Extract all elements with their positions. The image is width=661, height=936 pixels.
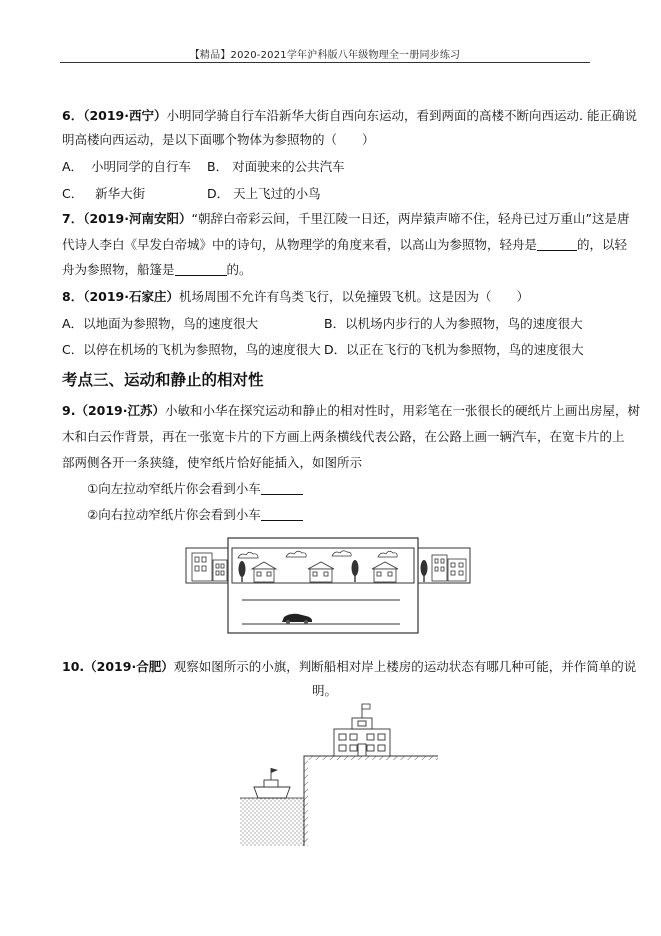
q10-line-2: 明。: [312, 683, 338, 698]
q8-line-1: [62, 288, 602, 306]
q6-option-b: [207, 157, 345, 175]
q7-line-1: [62, 210, 630, 228]
q6-line-1: [62, 107, 637, 125]
q10-line-1: [62, 658, 637, 676]
q6-option-a-text: 小明同学的自行车: [91, 159, 192, 174]
q6-option-c-text: 新华大街: [95, 186, 146, 201]
q9-text-1: 小敏和小华在探究运动和静止的相对性时，用彩笔在一张很长的硬纸片上画出房屋，树: [165, 403, 641, 418]
q8-option-c: [62, 340, 321, 358]
q7-text-3b: 的。: [226, 262, 252, 277]
q9-number: 9.: [62, 403, 76, 418]
q7-line-3: [62, 261, 602, 279]
q8-text-1: 机场周围不允许有鸟类飞行，以免撞毁飞机。这是因为（ ）: [179, 289, 530, 304]
q7-source: （2019·河南安阳）: [83, 211, 192, 226]
q6-line-2: 明高楼向西运动，是以下面哪个物体为参照物的（ ）: [62, 132, 375, 147]
q6-option-d-text: 天上飞过的小鸟: [233, 186, 321, 201]
q8-option-c-text: 以停在机场的飞机为参照物，鸟的速度很大: [83, 342, 321, 357]
q8-option-d-text: 以正在飞行的飞机为参照物，鸟的速度很大: [346, 342, 584, 357]
q8-option-a-text: 以地面为参照物，鸟的速度很大: [83, 316, 259, 331]
q6-number: 6．: [62, 108, 84, 123]
q6-source: （2019·西宁）: [83, 108, 167, 123]
q7-blank-2[interactable]: [175, 263, 227, 276]
page-header: 【精品】2020-2021学年沪科版八年级物理全一册同步练习: [189, 50, 461, 61]
building-flag-icon: [362, 704, 370, 709]
q6-option-a: [62, 157, 191, 175]
q8-number: 8．: [62, 289, 84, 304]
q9-blank-2[interactable]: [261, 508, 303, 521]
q6-option-c: [62, 184, 145, 202]
q9-line-3: 部两侧各开一条狭缝，使窄纸片恰好能插入，如图所示: [62, 455, 363, 470]
q6-option-d-label: D．: [207, 186, 230, 201]
q9-figure-card-and-strip: [182, 536, 474, 638]
q7-number: 7．: [62, 211, 84, 226]
q8-option-d-label: D．: [324, 342, 347, 357]
q8-option-d: [324, 340, 584, 358]
q6-option-b-text: 对面驶来的公共汽车: [232, 159, 345, 174]
q9-line-2: 木和白云作背景，再在一张宽卡片的下方画上两条横线代表公路，在公路上画一辆汽车，在宽卡片的上: [62, 429, 625, 444]
q8-option-b-label: B．: [324, 316, 346, 331]
bank-outline: [304, 756, 438, 846]
q8-option-c-label: C．: [62, 342, 84, 357]
q9-source: （2019·江苏）: [75, 403, 165, 418]
q6-option-d: [207, 184, 321, 202]
q8-source: （2019·石家庄）: [83, 289, 179, 304]
water-area: [240, 798, 304, 846]
q7-text-1: “朝辞白帝彩云间，千里江陵一日还，两岸猿声啼不住，轻舟已过万重山”这是唐: [191, 211, 630, 226]
q10-figure-boat-and-building: [234, 700, 444, 850]
q8-option-a-label: A．: [62, 316, 84, 331]
q6-text-1: 小明同学骑自行车沿新华大街自西向东运动，看到两面的高楼不断向西运动. 能正确说: [166, 108, 637, 123]
q7-blank-1[interactable]: [537, 238, 577, 251]
q9-blank-1[interactable]: [261, 482, 303, 495]
bank-hatch: [304, 760, 308, 846]
q7-text-3a: 舟为参照物，船篷是: [62, 262, 175, 277]
building-icon-right: [432, 555, 466, 581]
q7-text-2a: 代诗人李白《早发白帝城》中的诗句，从物理学的角度来看，以高山为参照物，轻舟是: [62, 237, 538, 252]
header-divider: [60, 62, 590, 63]
q9-sub-1: [87, 480, 627, 498]
boat-flag-icon: [271, 768, 278, 773]
q9-sub-2: [87, 506, 627, 524]
q6-option-b-label: B．: [207, 159, 229, 174]
q10-text-1: 观察如图所示的小旗，判断船相对岸上楼房的运动状态有哪几种可能，并作简单的说: [173, 659, 637, 674]
section-3-title: 考点三、运动和静止的相对性: [62, 371, 264, 389]
q6-option-c-label: C．: [62, 186, 84, 201]
q7-text-2b: 的，以轻: [577, 237, 628, 252]
q7-line-2: [62, 236, 628, 254]
q6-option-a-label: A．: [62, 159, 84, 174]
q9-sub-1-text: ①向左拉动窄纸片你会看到小车: [87, 481, 261, 496]
q8-option-a: [62, 314, 258, 332]
q8-option-b: [324, 314, 583, 332]
q10-source: （2019·合肥）: [84, 659, 174, 674]
ground-hatch: [308, 756, 438, 760]
building-icon: [334, 704, 390, 756]
q8-option-b-text: 以机场内步行的人为参照物，鸟的速度很大: [345, 316, 583, 331]
q9-line-1: [62, 402, 641, 420]
q10-number: 10.: [62, 659, 85, 674]
q9-sub-2-text: ②向右拉动窄纸片你会看到小车: [87, 507, 261, 522]
